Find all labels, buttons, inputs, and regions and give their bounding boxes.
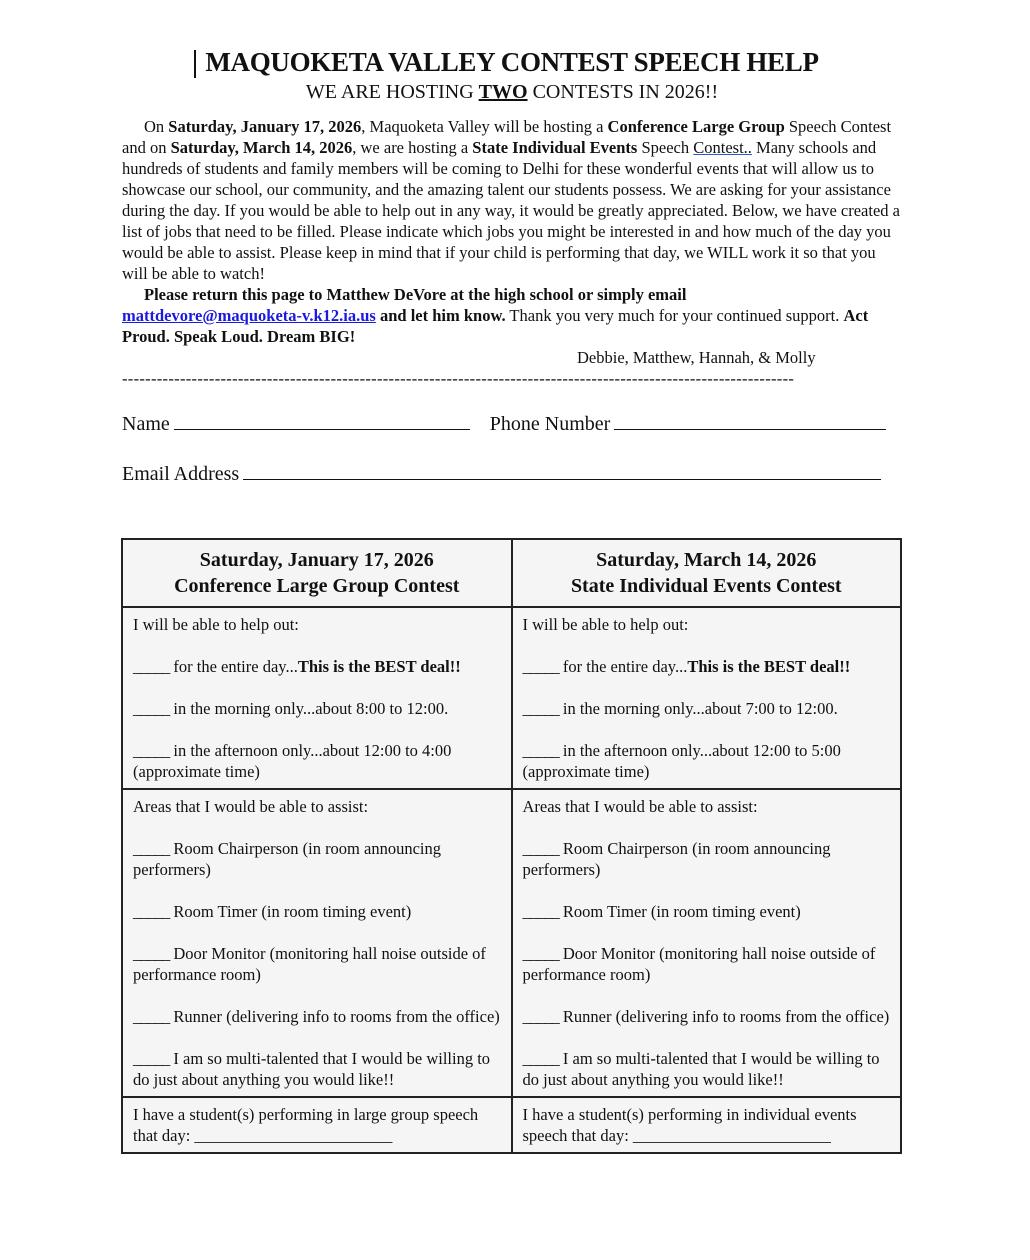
return-instruction: Please return this page to Matthew DeVore at the high school or simply email [144,285,687,304]
area-option-label: Room Chairperson (in room announcing performers) [133,839,442,879]
document-title [122,44,902,80]
signature: Debbie, Matthew, Hannah, & Molly [577,348,816,367]
blank-line[interactable]: _____ [522,902,559,921]
spacer [133,922,503,943]
option-entire-day-label: for the entire day... [558,657,688,676]
column-contest: State Individual Events Contest [570,575,842,597]
area-option[interactable] [133,838,503,880]
spacer [133,985,503,1006]
area-option-label: I am so multi-talented that I would be willing to do just about anything you would like!! [522,1049,880,1089]
option-morning[interactable] [133,698,503,719]
subtitle-post: CONTESTS IN 2026!! [527,81,719,103]
name-label: Name [122,413,170,435]
areas-cell [512,789,902,1097]
area-option-label: Room Timer (in room timing event) [558,902,801,921]
area-option[interactable] [523,943,893,985]
thanks-text: Thank you very much for your continued support. [505,306,844,325]
intro-text: , Maquoketa Valley will be hosting a [361,117,608,136]
areas-row [122,789,901,1097]
blank-line[interactable]: _____ [522,1049,559,1068]
blank-line[interactable]: _____ [133,839,170,858]
intro-text: On [144,117,169,136]
spacer [523,985,893,1006]
cut-line: -------------------------------------------------------------------------------------------------------------------- [122,371,795,387]
intro-contest-2: State Individual Events [472,138,638,157]
motto: Act Proud. Speak Loud. Dream BIG! [122,306,869,346]
area-option-label: Room Timer (in room timing event) [169,902,412,921]
spacer [523,635,893,656]
column-contest: Conference Large Group Contest [174,575,460,597]
blank-line[interactable]: _____ [133,902,170,921]
blank-line[interactable]: _____ [133,657,170,676]
area-option-label: I am so multi-talented that I would be willing to do just about anything you would like!! [133,1049,491,1089]
phone-label: Phone Number [489,413,611,435]
column-date: Saturday, March 14, 2026 [596,549,817,571]
availability-row [122,607,901,789]
student-cell [512,1097,902,1153]
help-heading: I will be able to help out: [133,615,299,634]
area-option[interactable] [523,1006,893,1027]
best-deal-note: This is the BEST deal!! [687,657,851,676]
blank-line[interactable]: _____ [133,699,170,718]
area-option[interactable] [523,901,893,922]
option-morning-label: in the morning only...about 8:00 to 12:00. [169,699,449,718]
document-subtitle [122,80,902,104]
help-heading: I will be able to help out: [522,615,689,634]
text-cursor [194,50,196,78]
student-note[interactable]: I have a student(s) performing in individual events speech that day: ________________________ [522,1105,857,1145]
document-page [122,44,902,487]
blank-line[interactable]: _____ [522,1007,559,1026]
intro-date-1: Saturday, January 17, 2026 [168,117,362,136]
spacer [133,635,503,656]
area-option-label: Door Monitor (monitoring hall noise outside of performance room) [522,944,876,984]
email-link[interactable]: mattdevore@maquoketa-v.k12.ia.us [122,306,376,325]
subtitle-pre: WE ARE HOSTING [305,81,479,103]
best-deal-note: This is the BEST deal!! [297,657,461,676]
name-phone-row [122,411,902,437]
option-afternoon[interactable] [523,740,893,782]
intro-paragraph [122,116,902,284]
blank-line[interactable]: _____ [522,741,559,760]
intro-text: , we are hosting a [352,138,473,157]
phone-field[interactable] [614,411,886,430]
spacer [523,817,893,838]
student-note[interactable]: I have a student(s) performing in large group speech that day: ________________________ [133,1105,479,1145]
intro-text: Speech Contest and on [122,117,892,157]
column-header [512,539,902,607]
return-paragraph [122,284,902,347]
spacer [133,719,503,740]
area-option[interactable] [133,943,503,985]
option-entire-day[interactable] [523,656,893,677]
intro-text: Speech [637,138,694,157]
area-option-label: Runner (delivering info to rooms from the office) [169,1007,500,1026]
blank-line[interactable]: _____ [522,657,559,676]
option-afternoon-label: in the afternoon only...about 12:00 to 4:00 (approximate time) [133,741,452,781]
option-morning-label: in the morning only...about 7:00 to 12:00. [558,699,838,718]
blank-line[interactable]: _____ [133,944,170,963]
table-header-row [122,539,901,607]
spacer [523,880,893,901]
spacer [133,880,503,901]
spellcheck-word[interactable]: Contest.. [693,138,752,157]
availability-cell [122,607,512,789]
blank-line[interactable]: _____ [522,839,559,858]
name-field[interactable] [174,411,470,430]
blank-line[interactable]: _____ [133,1007,170,1026]
subtitle-emphasis: TWO [478,81,528,103]
areas-heading: Areas that I would be able to assist: [522,797,758,816]
area-option-label: Room Chairperson (in room announcing performers) [522,839,831,879]
option-entire-day[interactable] [133,656,503,677]
spacer [133,1027,503,1048]
area-option[interactable] [133,1048,503,1090]
spacer [133,677,503,698]
title-text: MAQUOKETA VALLEY CONTEST SPEECH HELP [205,47,819,77]
blank-line[interactable]: _____ [133,1049,170,1068]
spacer [523,1027,893,1048]
intro-contest-1: Conference Large Group [607,117,785,136]
volunteer-table [121,538,902,1154]
area-option[interactable] [133,901,503,922]
areas-cell [122,789,512,1097]
intro-text: Many schools and hundreds of students and family members will be coming to Delhi for these wonderful events that will allow us to showcase our school, our community, and the amazing talent our students possess. We are asking for your assistance during the day. If you would be able to help out in any way, it would be greatly appreciated. Below, we have created a list of jobs that need to be filled. Please indicate which jobs you might be interested in and how much of the day you would be able to assist. Please keep in mind that if your child is performing that day, we WILL work it so that you will be able to watch! [122,138,900,283]
email-row [122,461,902,487]
email-field[interactable] [243,461,881,480]
area-option-label: Runner (delivering info to rooms from the office) [558,1007,890,1026]
blank-line[interactable]: _____ [522,699,559,718]
area-option[interactable] [523,1048,893,1090]
option-entire-day-label: for the entire day... [169,657,298,676]
blank-line[interactable]: _____ [522,944,559,963]
student-cell [122,1097,512,1153]
intro-date-2: Saturday, March 14, 2026 [170,138,353,157]
student-row [122,1097,901,1153]
area-option-label: Door Monitor (monitoring hall noise outside of performance room) [133,944,486,984]
column-date: Saturday, January 17, 2026 [199,549,434,571]
spacer [133,817,503,838]
area-option[interactable] [133,1006,503,1027]
areas-heading: Areas that I would be able to assist: [133,797,369,816]
email-label: Email Address [122,463,240,485]
area-option[interactable] [523,838,893,880]
option-afternoon-label: in the afternoon only...about 12:00 to 5:00 (approximate time) [522,741,841,781]
spacer [523,719,893,740]
spacer [523,922,893,943]
return-instruction-end: and let him know. [375,306,506,325]
blank-line[interactable]: _____ [133,741,170,760]
availability-cell [512,607,902,789]
option-morning[interactable] [523,698,893,719]
column-header [122,539,512,607]
spacer [523,677,893,698]
option-afternoon[interactable] [133,740,503,782]
